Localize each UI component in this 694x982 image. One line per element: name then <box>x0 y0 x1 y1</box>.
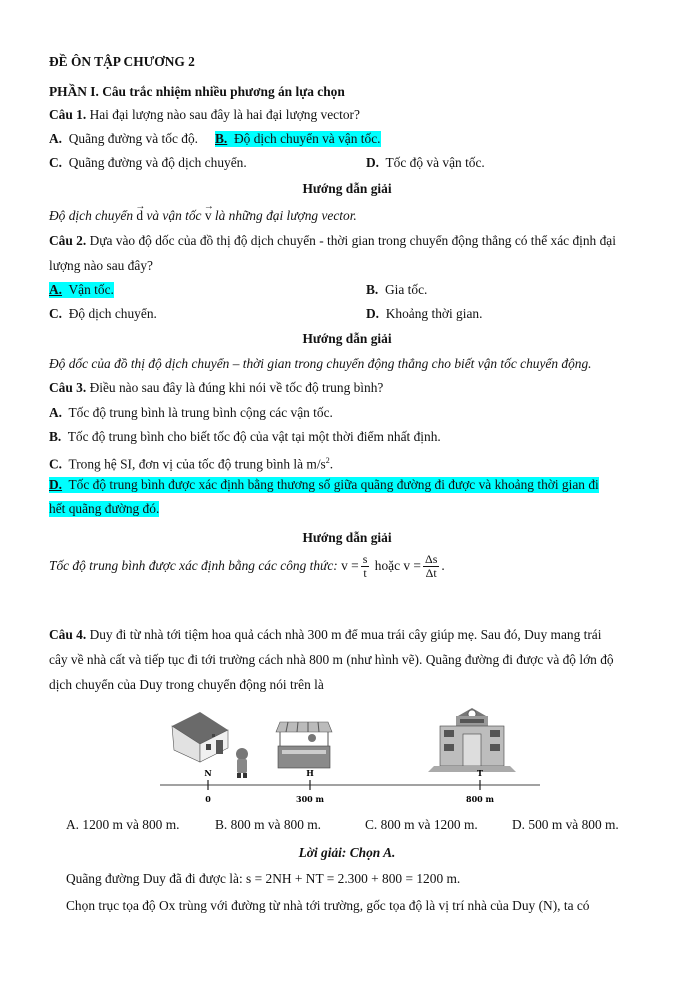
option-text: Vận tốc. <box>68 282 114 297</box>
q4-option-c <box>365 817 478 833</box>
numerator: s <box>362 552 368 567</box>
q1-option-a <box>49 131 198 147</box>
q3-option-b <box>49 429 441 445</box>
q4-solution-line2: Chọn trục tọa độ Ox trùng với đường từ nhà tới trường, gốc tọa độ là vị trí nhà của Duy (N), ta có <box>66 898 590 913</box>
solution-text: Tốc độ trung bình được xác định bằng các công thức: <box>49 558 342 573</box>
solution-text: là những đại lượng vector. <box>211 208 357 223</box>
question-1-text: Hai đại lượng nào sau đây là hai đại lượng vector? <box>86 107 360 122</box>
option-text: Tốc độ trung bình cho biết tốc độ của vật tại một thời điểm nhất định. <box>67 429 441 444</box>
question-4 <box>49 627 601 643</box>
fruit-stall-icon <box>276 722 332 768</box>
option-text: Gia tốc. <box>384 282 428 297</box>
solution-end: . <box>456 871 461 886</box>
q3-guide-heading: Hướng dẫn giải <box>302 530 392 545</box>
option-text: 800 m và 1200 m. <box>380 817 478 832</box>
q3-option-a <box>49 405 333 421</box>
option-key: A. <box>49 131 63 146</box>
q1-solution <box>49 208 357 224</box>
point-h-value: 300 m <box>296 794 324 804</box>
q1-option-c <box>49 155 247 171</box>
option-key: C. <box>49 456 63 472</box>
fraction-ds-over-dt <box>423 553 439 580</box>
option-text: Độ dịch chuyển và vận tốc. <box>233 131 381 146</box>
numerator: Δs <box>425 552 438 567</box>
q4-option-a <box>66 817 179 833</box>
q3-option-c <box>49 453 333 472</box>
q2-option-b <box>366 282 427 298</box>
question-3 <box>49 380 383 396</box>
fraction-s-over-t <box>361 553 370 580</box>
option-key: A. <box>49 405 63 420</box>
formula-end: . <box>441 558 445 573</box>
option-text: Tốc độ và vận tốc. <box>385 155 485 170</box>
q4-figure <box>160 702 540 808</box>
solution-formula: s = 2NH + NT = 2.300 + 800 = 1200 m <box>246 871 457 886</box>
boy-icon <box>236 748 248 778</box>
option-key: B. <box>49 429 62 444</box>
question-4-line2: cây về nhà cất và tiếp tục đi tới trường cách nhà 800 m (như hình vẽ). Quãng đường đi được và độ lớn độ <box>49 652 614 667</box>
option-text: Quãng đường và độ dịch chuyển. <box>68 155 247 170</box>
option-key: B. <box>366 282 379 297</box>
option-key: D. <box>49 477 63 492</box>
option-text: 800 m và 800 m. <box>230 817 322 832</box>
q3-option-d-correct <box>49 477 599 493</box>
point-n-label: N <box>204 768 212 778</box>
option-text: Quãng đường và tốc độ. <box>68 131 198 146</box>
house-icon <box>172 712 228 762</box>
q2-solution: Độ dốc của đồ thị độ dịch chuyển – thời gian trong chuyển động thẳng cho biết vận tốc chuyển động. <box>49 356 592 371</box>
option-key: D. <box>366 306 380 321</box>
point-h-label: H <box>306 768 314 778</box>
question-4-text: Duy đi từ nhà tới tiệm hoa quả cách nhà 300 m để mua trái cây giúp mẹ. Sau đó, Duy mang trái <box>86 627 602 642</box>
denominator: t <box>363 566 367 581</box>
solution-text: Độ dịch chuyển <box>49 208 137 223</box>
point-n-value: 0 <box>205 794 211 804</box>
superscript: 2 <box>325 456 330 465</box>
solution-text: và vận tốc <box>143 208 205 223</box>
part-title: PHẦN I. Câu trắc nhiệm nhiều phương án lựa chọn <box>49 84 345 99</box>
doc-title: ĐỀ ÔN TẬP CHƯƠNG 2 <box>49 54 195 69</box>
q4-solution-line1 <box>66 871 460 887</box>
question-3-label: Câu 3. <box>49 380 87 395</box>
option-key: B. <box>215 817 228 832</box>
question-2-label: Câu 2. <box>49 233 87 248</box>
solution-text: Quãng đường Duy đã đi được là: <box>66 871 247 886</box>
question-1-label: Câu 1. <box>49 107 87 122</box>
point-t-label: T <box>477 768 483 778</box>
option-text: Trong hệ SI, đơn vị của tốc độ trung bình là m/s <box>68 456 326 472</box>
point-t-value: 800 m <box>466 794 494 804</box>
q2-guide-heading: Hướng dẫn giải <box>302 331 392 346</box>
q1-option-d <box>366 155 485 171</box>
vector-v-symbol: → v <box>205 208 212 224</box>
connector-text: hoặc <box>371 558 404 573</box>
q2-option-d <box>366 306 482 322</box>
q2-option-c <box>49 306 157 322</box>
option-key: A. <box>49 282 63 297</box>
option-text: Tốc độ trung bình được xác định bằng thương số giữa quãng đường đi được và khoảng thời gian đi <box>68 477 599 492</box>
question-2-line2: lượng nào sau đây? <box>49 258 153 273</box>
q3-option-d-line2: hết quãng đường đó. <box>49 501 160 516</box>
option-text: 500 m và 800 m. <box>528 817 619 832</box>
q3-solution <box>49 549 445 583</box>
option-key: C. <box>49 155 63 170</box>
option-key: D. <box>512 817 526 832</box>
denominator: Δt <box>425 566 437 581</box>
q4-option-d <box>512 817 619 833</box>
option-text: Tốc độ trung bình là trung bình cộng các vận tốc. <box>68 405 333 420</box>
question-2 <box>49 233 616 249</box>
option-text-end: . <box>329 456 334 472</box>
q1-guide-heading: Hướng dẫn giải <box>302 181 392 196</box>
question-4-line3: dịch chuyển của Duy trong chuyển động nói trên là <box>49 677 324 692</box>
question-2-text: Dựa vào độ dốc của đồ thị độ dịch chuyển - thời gian trong chuyển động thẳng có thể xác định đại <box>86 233 616 248</box>
option-text: Khoảng thời gian. <box>385 306 483 321</box>
formula-lhs: v = <box>341 558 359 573</box>
option-key: D. <box>366 155 380 170</box>
option-key: A. <box>66 817 80 832</box>
option-key: B. <box>215 131 228 146</box>
question-4-label: Câu 4. <box>49 627 87 642</box>
option-text: 1200 m và 800 m. <box>82 817 180 832</box>
school-icon <box>428 708 516 772</box>
q4-option-b <box>215 817 321 833</box>
option-text: Độ dịch chuyển. <box>68 306 157 321</box>
vector-d-symbol: → d <box>136 208 143 224</box>
question-1 <box>49 107 360 123</box>
option-key: C. <box>365 817 378 832</box>
q2-option-a-correct <box>49 282 114 298</box>
q4-answer-heading: Lời giải: Chọn A. <box>298 845 396 860</box>
formula-lhs: v = <box>403 558 421 573</box>
option-key: C. <box>49 306 63 321</box>
q1-option-b-correct <box>215 131 381 147</box>
question-3-text: Điều nào sau đây là đúng khi nói về tốc độ trung bình? <box>86 380 384 395</box>
